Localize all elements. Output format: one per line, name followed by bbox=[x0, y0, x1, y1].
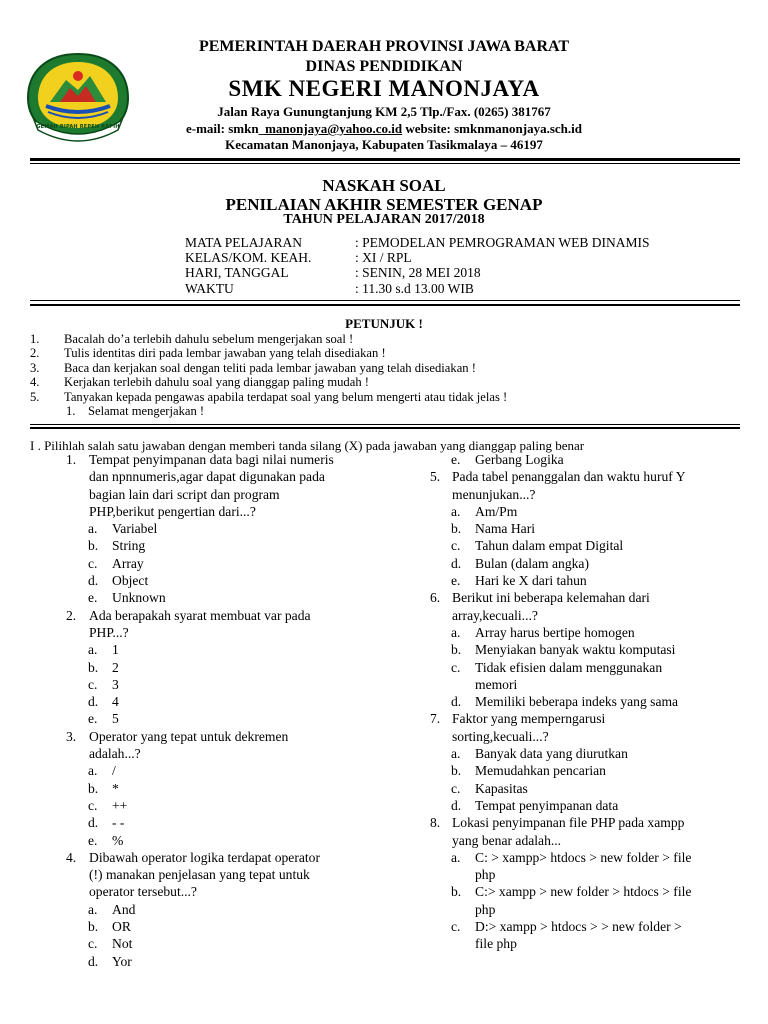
info-key: MATA PELAJARAN bbox=[185, 235, 303, 250]
answer-option bbox=[66, 954, 396, 971]
option-text: Banyak data yang diurutkan bbox=[475, 746, 628, 762]
header-district: Kecamatan Manonjaya, Kabupaten Tasikmalaya – 46197 bbox=[225, 137, 543, 152]
option-text: php bbox=[475, 901, 496, 917]
question-text: array,kecuali...? bbox=[452, 607, 538, 623]
questions-right-column bbox=[430, 452, 750, 954]
questions-left-column bbox=[66, 452, 396, 971]
option-letter: a. bbox=[451, 746, 461, 762]
option-letter: d. bbox=[88, 953, 99, 969]
option-letter: e. bbox=[88, 711, 98, 727]
option-letter: b. bbox=[451, 521, 462, 537]
option-letter: c. bbox=[88, 555, 98, 571]
question-continuation bbox=[66, 867, 396, 884]
answer-option bbox=[66, 573, 396, 590]
answer-option bbox=[430, 763, 750, 780]
answer-option bbox=[430, 694, 750, 711]
option-text: D:> xampp > htdocs > > new folder > bbox=[475, 919, 682, 935]
option-text: memori bbox=[475, 676, 518, 692]
option-letter: e. bbox=[451, 573, 461, 589]
question-continuation bbox=[66, 487, 396, 504]
option-text: Memudahkan pencarian bbox=[475, 763, 606, 779]
option-letter: b. bbox=[88, 919, 99, 935]
instruction-number: 1. bbox=[30, 332, 40, 346]
question-continuation bbox=[66, 625, 396, 642]
option-letter: a. bbox=[88, 901, 98, 917]
instruction-text: Tulis identitas diri pada lembar jawaban yang telah disediakan ! bbox=[64, 346, 386, 361]
option-letter: e. bbox=[88, 590, 98, 606]
option-letter: c. bbox=[88, 676, 98, 692]
answer-option bbox=[430, 850, 750, 867]
option-letter: b. bbox=[451, 884, 462, 900]
option-letter: b. bbox=[88, 659, 99, 675]
option-letter: a. bbox=[451, 503, 461, 519]
answer-option bbox=[66, 711, 396, 728]
answer-option bbox=[66, 833, 396, 850]
option-letter: c. bbox=[451, 659, 461, 675]
question-continuation bbox=[430, 729, 750, 746]
option-letter: b. bbox=[451, 763, 462, 779]
option-text: Kapasitas bbox=[475, 780, 528, 796]
option-text: / bbox=[112, 763, 116, 779]
question-text: operator tersebut...? bbox=[89, 884, 197, 900]
option-text: Gerbang Logika bbox=[475, 452, 564, 467]
option-letter: d. bbox=[88, 694, 99, 710]
answer-option bbox=[430, 660, 750, 677]
question-number: 6. bbox=[430, 590, 441, 606]
answer-option bbox=[66, 677, 396, 694]
email-link[interactable]: manonjaya@yahoo.co.id bbox=[265, 121, 403, 136]
question-number: 8. bbox=[430, 815, 441, 831]
header-address: Jalan Raya Gunungtanjung KM 2,5 Tlp./Fax. (0265) 381767 bbox=[217, 104, 551, 119]
option-text: 5 bbox=[112, 711, 119, 727]
answer-option bbox=[66, 919, 396, 936]
option-letter: a. bbox=[451, 849, 461, 865]
question-line bbox=[430, 469, 750, 486]
answer-option bbox=[430, 452, 750, 469]
option-text: Memiliki beberapa indeks yang sama bbox=[475, 694, 679, 710]
option-text: Not bbox=[112, 936, 133, 952]
option-text: String bbox=[112, 538, 146, 554]
option-text: Nama Hari bbox=[475, 521, 536, 537]
option-letter: e. bbox=[451, 452, 461, 467]
option-text: Yor bbox=[112, 953, 132, 969]
question-line bbox=[66, 729, 396, 746]
option-text: ++ bbox=[112, 797, 128, 813]
info-key: HARI, TANGGAL bbox=[185, 265, 289, 280]
question-text: bagian lain dari script dan program bbox=[89, 486, 280, 502]
info-key: KELAS/KOM. KEAH. bbox=[185, 250, 312, 265]
option-text: Array harus bertipe homogen bbox=[475, 624, 635, 640]
info-value: : 11.30 s.d 13.00 WIB bbox=[355, 281, 474, 296]
header-divider bbox=[30, 158, 740, 161]
answer-option bbox=[66, 660, 396, 677]
question-text: menunjukan...? bbox=[452, 486, 536, 502]
option-letter: c. bbox=[88, 936, 98, 952]
question-number: 7. bbox=[430, 711, 441, 727]
instruction-number: 3. bbox=[30, 360, 40, 375]
answer-option bbox=[430, 538, 750, 555]
answer-option bbox=[430, 798, 750, 815]
question-line bbox=[66, 850, 396, 867]
question-continuation bbox=[66, 469, 396, 486]
option-letter: c. bbox=[451, 919, 461, 935]
instruction-text: Baca dan kerjakan soal dengan teliti pada lembar jawaban yang telah disediakan ! bbox=[64, 360, 476, 375]
info-value: : XI / RPL bbox=[355, 250, 412, 265]
question-continuation bbox=[66, 884, 396, 901]
instruction-text: Kerjakan terlebih dahulu soal yang dianggap paling mudah ! bbox=[64, 375, 369, 390]
instruction-number: 4. bbox=[30, 375, 40, 390]
question-text: Operator yang tepat untuk dekremen bbox=[89, 728, 289, 744]
option-text: 2 bbox=[112, 659, 119, 675]
option-text: Tahun dalam empat Digital bbox=[475, 538, 624, 554]
question-text: (!) manakan penjelasan yang tepat untuk bbox=[89, 867, 310, 883]
instructions-title: PETUNJUK ! bbox=[345, 316, 423, 331]
answer-option bbox=[66, 556, 396, 573]
info-divider bbox=[30, 300, 740, 301]
option-letter: c. bbox=[451, 780, 461, 796]
doc-title: NASKAH SOAL bbox=[322, 176, 446, 195]
answer-option bbox=[430, 642, 750, 659]
option-letter: e. bbox=[88, 832, 98, 848]
instruction-number: 1. bbox=[66, 403, 76, 418]
option-letter: c. bbox=[88, 797, 98, 813]
question-text: Berikut ini beberapa kelemahan dari bbox=[452, 590, 650, 606]
instructions-divider-thick bbox=[30, 427, 740, 429]
answer-option bbox=[66, 936, 396, 953]
instruction-text: Bacalah do’a terlebih dahulu sebelum mengerjakan soal ! bbox=[64, 332, 354, 346]
option-letter: d. bbox=[451, 797, 462, 813]
question-text: PHP,berikut pengertian dari...? bbox=[89, 503, 256, 519]
answer-option bbox=[430, 781, 750, 798]
info-key: WAKTU bbox=[185, 281, 234, 296]
option-text: Object bbox=[112, 573, 149, 589]
question-continuation bbox=[66, 746, 396, 763]
instruction-text: Selamat mengerjakan ! bbox=[88, 403, 205, 418]
question-line bbox=[430, 815, 750, 832]
website-text: website: smknmanonjaya.sch.id bbox=[402, 121, 582, 136]
question-text: Dibawah operator logika terdapat operator bbox=[89, 849, 320, 865]
option-letter: a. bbox=[88, 521, 98, 537]
question-text: yang benar adalah... bbox=[452, 832, 562, 848]
question-line bbox=[66, 452, 396, 469]
option-letter: a. bbox=[88, 642, 98, 658]
logo-motto: GEMAH RIPAH REPEH RAPIH bbox=[36, 124, 120, 130]
answer-option-continuation bbox=[430, 936, 750, 953]
header-department: DINAS PENDIDIKAN bbox=[305, 58, 463, 75]
option-letter: d. bbox=[451, 555, 462, 571]
instructions-divider bbox=[30, 424, 740, 425]
answer-option bbox=[430, 521, 750, 538]
answer-option bbox=[66, 521, 396, 538]
answer-option bbox=[430, 556, 750, 573]
question-number: 4. bbox=[66, 849, 77, 865]
question-continuation bbox=[430, 608, 750, 625]
option-text: Unknown bbox=[112, 590, 166, 606]
option-text: Am/Pm bbox=[475, 503, 518, 519]
answer-option bbox=[430, 573, 750, 590]
question-number: 5. bbox=[430, 469, 441, 485]
option-text: Array bbox=[112, 555, 144, 571]
answer-option bbox=[66, 902, 396, 919]
info-value: : SENIN, 28 MEI 2018 bbox=[355, 265, 481, 280]
instruction-number: 2. bbox=[30, 346, 40, 361]
option-text: % bbox=[112, 832, 124, 848]
option-letter: a. bbox=[88, 763, 98, 779]
header-divider-thin bbox=[30, 163, 740, 164]
email-label: e-mail: smkn_ bbox=[185, 121, 266, 136]
answer-option-continuation bbox=[430, 867, 750, 884]
answer-option bbox=[66, 590, 396, 607]
option-text: * bbox=[112, 780, 119, 796]
option-text: 3 bbox=[112, 676, 119, 692]
info-divider-thick bbox=[30, 304, 740, 306]
option-text: Tempat penyimpanan data bbox=[475, 797, 619, 813]
answer-option bbox=[66, 694, 396, 711]
option-letter: d. bbox=[451, 694, 462, 710]
option-text: C:> xampp > new folder > htdocs > file bbox=[475, 884, 692, 900]
header-government: PEMERINTAH DAERAH PROVINSI JAWA BARAT bbox=[198, 38, 570, 55]
question-text: Pada tabel penanggalan dan waktu huruf Y bbox=[452, 469, 686, 485]
option-text: C: > xampp> htdocs > new folder > file bbox=[475, 849, 692, 865]
question-line bbox=[66, 608, 396, 625]
option-text: Variabel bbox=[112, 521, 158, 537]
doc-year: TAHUN PELAJARAN 2017/2018 bbox=[283, 212, 485, 227]
option-text: Tidak efisien dalam menggunakan bbox=[475, 659, 663, 675]
option-letter: c. bbox=[451, 538, 461, 554]
question-text: sorting,kecuali...? bbox=[452, 728, 549, 744]
answer-option bbox=[430, 625, 750, 642]
option-text: Bulan (dalam angka) bbox=[475, 555, 589, 571]
question-text: adalah...? bbox=[89, 746, 141, 762]
question-continuation bbox=[430, 487, 750, 504]
question-text: PHP...? bbox=[89, 624, 129, 640]
info-value: : PEMODELAN PEMROGRAMAN WEB DINAMIS bbox=[355, 235, 650, 250]
question-number: 3. bbox=[66, 728, 77, 744]
option-letter: d. bbox=[88, 573, 99, 589]
instruction-text: Tanyakan kepada pengawas apabila terdapat soal yang belum mengerti atau tidak jelas ! bbox=[64, 389, 508, 404]
answer-option bbox=[66, 642, 396, 659]
answer-option-continuation bbox=[430, 677, 750, 694]
option-letter: b. bbox=[88, 780, 99, 796]
question-text: Faktor yang memperngarusi bbox=[452, 711, 606, 727]
answer-option bbox=[430, 884, 750, 901]
question-continuation bbox=[430, 833, 750, 850]
answer-option bbox=[66, 815, 396, 832]
question-line bbox=[430, 590, 750, 607]
answer-option bbox=[66, 763, 396, 780]
question-text: Ada berapakah syarat membuat var pada bbox=[89, 607, 311, 623]
question-line bbox=[430, 711, 750, 728]
header-school-name: SMK NEGERI MANONJAYA bbox=[228, 76, 540, 101]
section-instruction: I . Pilihlah salah satu jawaban dengan memberi tanda silang (X) pada jawaban yang dianggap paling benar bbox=[30, 438, 585, 453]
answer-option-continuation bbox=[430, 902, 750, 919]
option-text: 4 bbox=[112, 694, 119, 710]
answer-option bbox=[430, 504, 750, 521]
option-text: Menyiakan banyak waktu komputasi bbox=[475, 642, 676, 658]
option-text: And bbox=[112, 901, 136, 917]
answer-option bbox=[66, 538, 396, 555]
instruction-number: 5. bbox=[30, 389, 40, 404]
question-number: 2. bbox=[66, 607, 77, 623]
option-letter: b. bbox=[451, 642, 462, 658]
answer-option bbox=[430, 919, 750, 936]
option-text: file php bbox=[475, 936, 517, 952]
option-text: - - bbox=[112, 815, 125, 831]
option-letter: d. bbox=[88, 815, 99, 831]
option-text: 1 bbox=[112, 642, 119, 658]
option-letter: a. bbox=[451, 624, 461, 640]
question-text: dan npnnumeris,agar dapat digunakan pada bbox=[89, 469, 325, 485]
header-contact bbox=[0, 121, 768, 137]
question-number: 1. bbox=[66, 452, 77, 467]
option-text: php bbox=[475, 867, 496, 883]
answer-option bbox=[66, 781, 396, 798]
question-continuation bbox=[66, 504, 396, 521]
doc-subtitle: PENILAIAN AKHIR SEMESTER GENAP bbox=[225, 195, 543, 214]
answer-option bbox=[430, 746, 750, 763]
question-text: Lokasi penyimpanan file PHP pada xampp bbox=[452, 815, 685, 831]
option-letter: b. bbox=[88, 538, 99, 554]
option-text: Hari ke X dari tahun bbox=[475, 573, 587, 589]
question-text: Tempat penyimpanan data bagi nilai numeris bbox=[89, 452, 334, 467]
option-text: OR bbox=[112, 919, 131, 935]
answer-option bbox=[66, 798, 396, 815]
